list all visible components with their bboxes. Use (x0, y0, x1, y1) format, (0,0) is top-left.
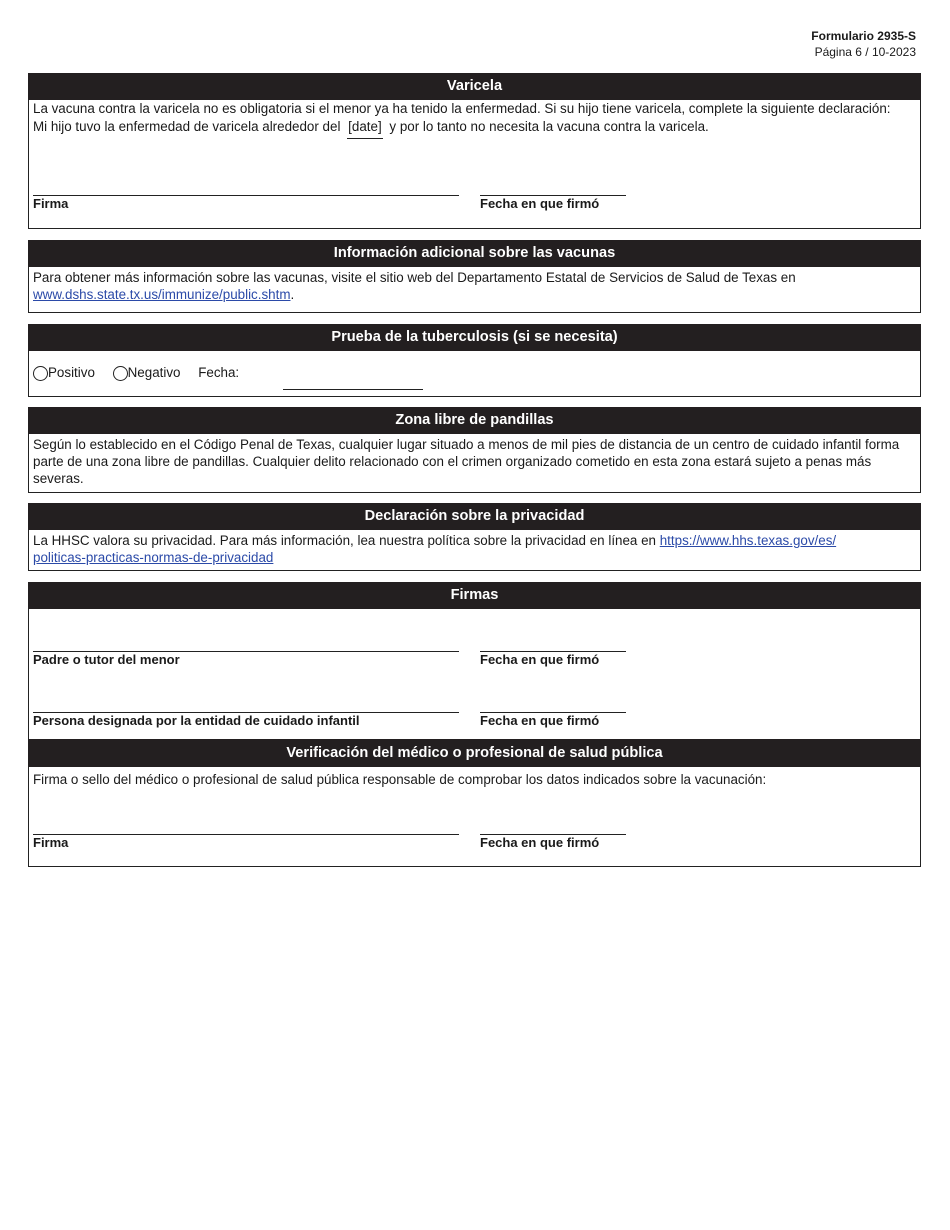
privacy-link-part2[interactable]: politicas-practicas-normas-de-privacidad (33, 550, 274, 565)
positive-label: Positivo (48, 365, 95, 380)
dshs-link[interactable]: www.dshs.state.tx.us/immunize/public.shtm (33, 287, 291, 302)
privacy-body (29, 530, 920, 566)
vaccine-info-title: Información adicional sobre las vacunas (28, 240, 921, 267)
designee-date-label: Fecha en que firmó (480, 713, 600, 728)
physician-date-label: Fecha en que firmó (480, 835, 600, 850)
parent-signature-label: Padre o tutor del menor (33, 652, 180, 667)
physician-section (28, 739, 921, 867)
vaccine-info-text: Para obtener más información sobre las vacunas, visite el sitio web del Departamento Estatal de Servicios de Salud de Texas en (33, 270, 796, 285)
signatures-title: Firmas (28, 582, 921, 609)
signatures-section (28, 582, 921, 739)
varicela-title: Varicela (28, 73, 921, 100)
varicela-date-field[interactable]: [date] (347, 118, 383, 139)
privacy-title: Declaración sobre la privacidad (28, 503, 921, 530)
varicela-date-label: Fecha en que firmó (480, 196, 600, 211)
negative-label: Negativo (127, 365, 181, 380)
varicela-signature-row (33, 196, 920, 214)
physician-title: Verificación del médico o profesional de salud pública (28, 739, 921, 767)
privacy-section (28, 503, 921, 571)
gang-free-body (29, 434, 920, 487)
physician-signature-row (33, 835, 920, 853)
privacy-text: La HHSC valora su privacidad. Para más información, lea nuestra política sobre la privacidad en línea en (33, 533, 656, 548)
varicela-body (29, 100, 920, 139)
form-number: Formulario 2935-S (811, 29, 916, 43)
tb-date-line[interactable] (283, 389, 423, 390)
tb-test-section (28, 324, 921, 397)
designee-signature-row (33, 713, 920, 731)
varicela-statement (33, 118, 916, 139)
statement-after: y por lo tanto no necesita la vacuna contra la varicela. (389, 119, 709, 134)
vaccine-info-body (29, 267, 920, 303)
page-header (811, 28, 916, 60)
privacy-link-part1[interactable]: https://www.hhs.texas.gov/es/ (659, 533, 837, 548)
physician-signature-label: Firma (33, 835, 69, 850)
parent-date-label: Fecha en que firmó (480, 652, 600, 667)
physician-body (29, 767, 920, 788)
varicela-section (28, 73, 921, 229)
parent-signature-row (33, 652, 920, 670)
statement-before: Mi hijo tuvo la enfermedad de varicela alrededor del (33, 119, 341, 134)
positive-radio[interactable] (33, 366, 48, 381)
negative-radio[interactable] (113, 366, 128, 381)
physician-signature-line[interactable] (33, 834, 459, 835)
varicela-signature-label: Firma (33, 196, 69, 211)
gang-free-title: Zona libre de pandillas (28, 407, 921, 434)
vaccine-info-section (28, 240, 921, 313)
tb-test-body (29, 351, 920, 381)
tb-test-title: Prueba de la tuberculosis (si se necesita) (28, 324, 921, 351)
designee-signature-label: Persona designada por la entidad de cuidado infantil (33, 713, 360, 728)
tb-date-label: Fecha: (198, 365, 240, 380)
vaccine-info-period: . (290, 287, 295, 302)
varicela-signature-line[interactable] (33, 195, 459, 196)
page-info: Página 6 / 10-2023 (814, 45, 916, 59)
physician-text: Firma o sello del médico o profesional de salud pública responsable de comprobar los datos indicados sobre la vacunación: (33, 772, 767, 787)
varicela-intro: La vacuna contra la varicela no es obligatoria si el menor ya ha tenido la enfermedad. Si su hijo tiene varicela, complete la siguiente declaración: (33, 101, 891, 116)
gang-free-section (28, 407, 921, 493)
gang-free-text: Según lo establecido en el Código Penal de Texas, cualquier lugar situado a menos de mil pies de distancia de un centro de cuidado infantil forma parte de una zona libre de pandillas. Cualquier delito relacionado con el crimen organizado cometido en esta zona estará sujeto a penas más severas. (33, 437, 900, 486)
privacy-text-wrap (33, 532, 916, 566)
vaccine-info-text-wrap (33, 269, 916, 303)
